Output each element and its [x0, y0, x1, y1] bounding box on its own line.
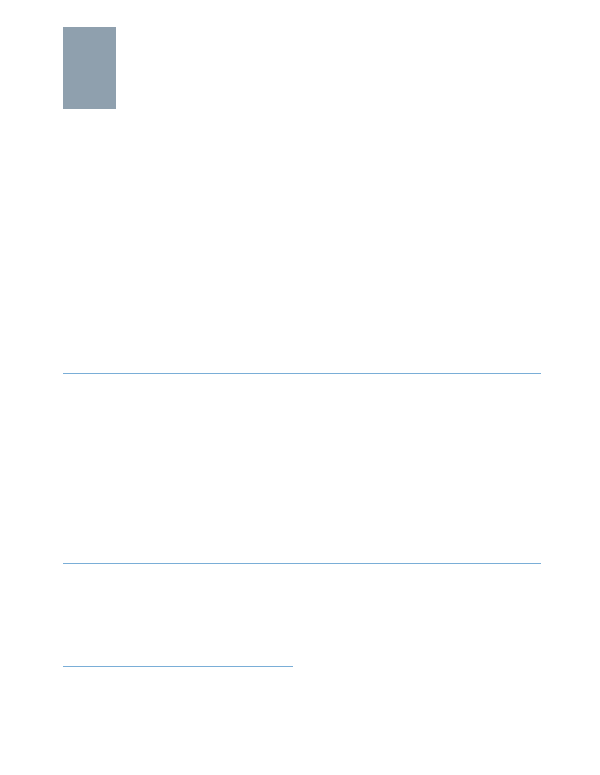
oxford-logo: [63, 27, 116, 109]
abstract-top-rule: [63, 373, 541, 374]
abstract-bottom-rule: [63, 563, 541, 564]
intro-left-rule: [63, 666, 293, 667]
